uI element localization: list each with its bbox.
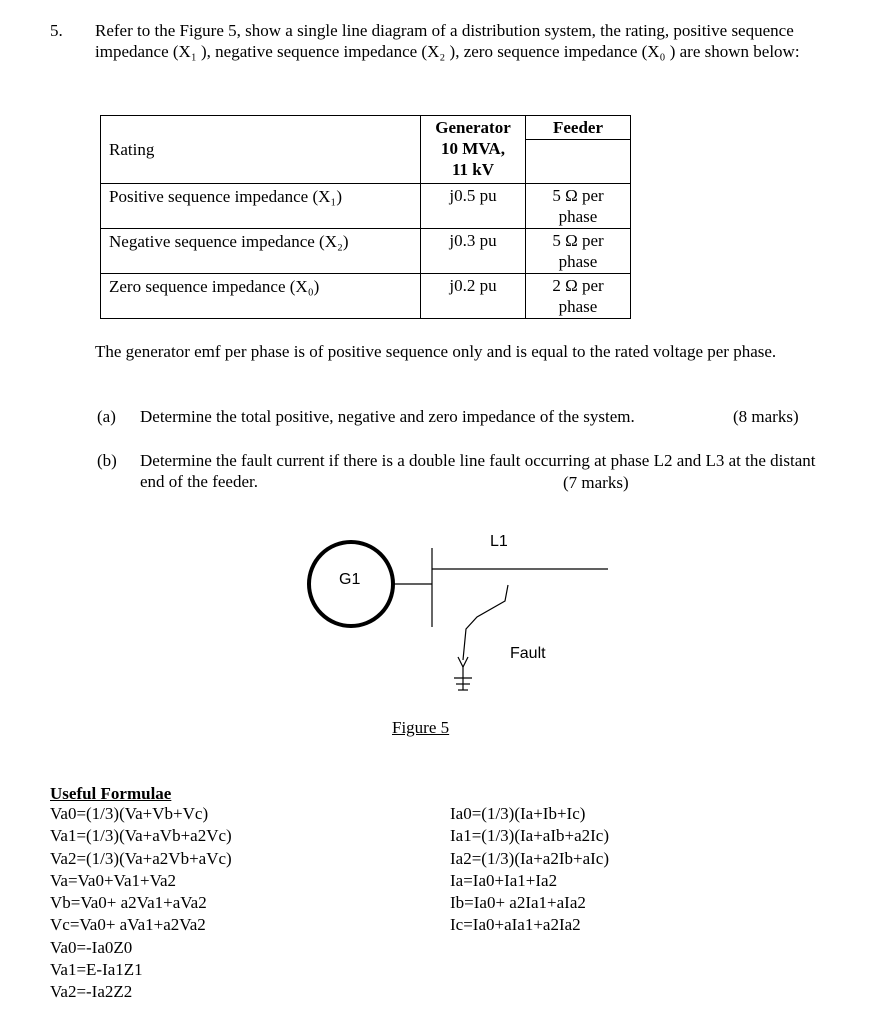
feeder-value-line1: 2 Ω per [552,276,604,295]
formulae-left-column [50,803,232,1004]
part-a-text: Determine the total positive, negative and zero impedance of the system. [140,407,635,426]
part-a-label: (a) [97,407,116,426]
part-b-marks: (7 marks) [563,473,629,492]
formula-line: Va=Va0+Va1+Va2 [50,870,177,890]
line-label: L1 [490,533,508,550]
part-b-text: Determine the fault current if there is a double line fault occurring at phase L2 and L3 at the distant end of the feeder. [140,451,816,491]
formulae-title: Useful Formulae [50,784,172,803]
figure-caption: Figure 5 [392,718,450,737]
part-a-marks: (8 marks) [733,407,799,426]
formula-line: Va1=(1/3)(Va+aVb+a2Vc) [50,826,232,846]
row-generator-value: j0.2 pu [421,274,526,319]
formula-line: Ia2=(1/3)(Ia+a2Ib+aIc) [450,848,610,868]
part-b-label: (b) [97,451,117,470]
formula-line: Ic=Ia0+aIa1+a2Ia2 [450,915,581,935]
note-text: The generator emf per phase is of positive sequence only and is equal to the rated voltage per phase. [95,342,777,361]
row-label: Positive sequence impedance (X₁) [101,184,421,229]
question-intro: Refer to the Figure 5, show a single line diagram of a distribution system, the rating, positive sequence impedance (X₁ ), negative sequence impedance (X₂ ), zero sequence impedance (X₀ ) are shown below: [95,21,800,61]
formula-line: Ib=Ia0+ a2Ia1+aIa2 [450,893,586,913]
generator-title: Generator [435,118,511,137]
feeder-value-line2: phase [558,297,598,316]
row-generator-value: j0.3 pu [421,229,526,274]
row-label: Zero sequence impedance (X₀) [101,274,421,319]
feeder-value-line1: 5 Ω per [552,231,604,250]
formula-line: Va2=(1/3)(Va+a2Vb+aVc) [50,848,232,868]
feeder-value-line2: phase [558,252,598,271]
formula-line: Va0=(1/3)(Va+Vb+Vc) [50,804,209,823]
formulae-right-column [450,803,609,937]
rating-label: Rating [109,140,155,159]
formula-line: Vb=Va0+ a2Va1+aVa2 [50,893,207,913]
generator-rating-mva: 10 MVA, [441,139,505,158]
formula-line: Vc=Va0+ aVa1+a2Va2 [50,915,206,935]
row-label: Negative sequence impedance (X₂) [101,229,421,274]
row-generator-value: j0.5 pu [421,184,526,229]
question-number: 5. [50,21,63,40]
fault-path [463,585,508,660]
feeder-value-line1: 5 Ω per [552,186,604,205]
formula-line: Ia1=(1/3)(Ia+aIb+a2Ic) [450,826,610,846]
feeder-title: Feeder [552,118,604,137]
formula-line: Va0=-Ia0Z0 [50,937,133,957]
generator-label: G1 [339,571,361,588]
feeder-value-line2: phase [558,207,598,226]
generator-rating-kv: 11 kV [451,160,495,179]
fault-label: Fault [510,645,546,662]
formula-line: Va2=-Ia2Z2 [50,982,133,1002]
formula-line: Ia0=(1/3)(Ia+Ib+Ic) [450,804,586,823]
formula-line: Ia=Ia0+Ia1+Ia2 [450,870,558,890]
formula-line: Va1=E-Ia1Z1 [50,960,143,980]
